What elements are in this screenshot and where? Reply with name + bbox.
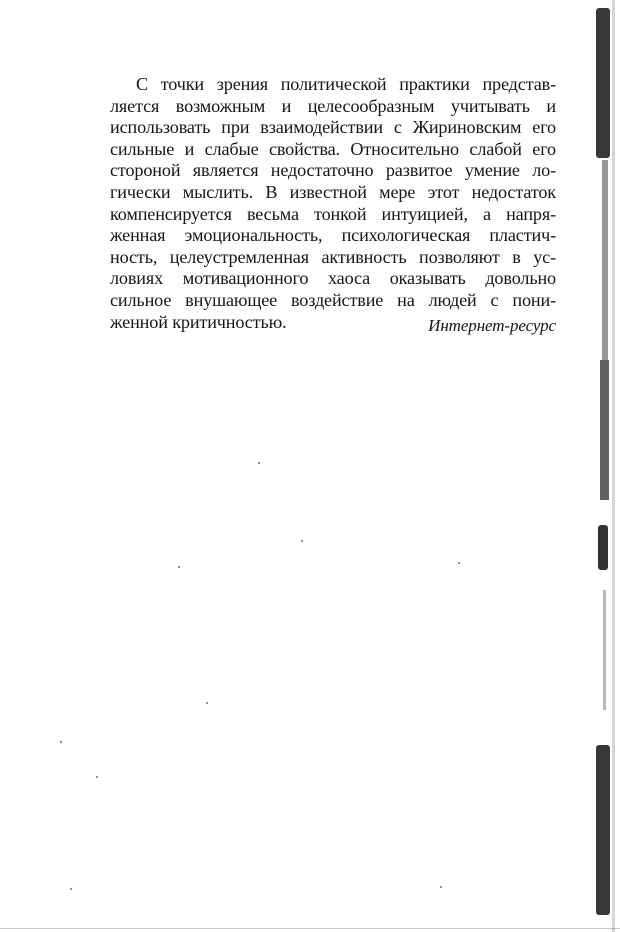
- paragraph-line-6: гически мыслить. В известной мере этот недостаток: [110, 181, 556, 202]
- scan-edge-shadow: [600, 360, 609, 500]
- paragraph-line-1: С точки зрения политической практики представ-: [136, 74, 556, 94]
- scan-edge-shadow: [596, 8, 610, 158]
- scan-speck: [96, 776, 98, 778]
- paragraph-line-11: сильное внушающее воздействие на людей с пони-: [110, 289, 556, 310]
- paragraph-line-3: использовать при взаимодействии с Жириновским его: [110, 117, 556, 138]
- scan-edge-shadow: [596, 745, 610, 915]
- scan-edge-shadow: [602, 160, 608, 360]
- scan-bottom-line: [0, 928, 620, 929]
- scan-edge-shadow: [598, 525, 608, 570]
- scan-speck: [258, 462, 260, 464]
- scan-speck: [60, 741, 62, 743]
- scan-edge-line: [612, 0, 615, 932]
- scan-speck: [206, 702, 208, 704]
- scan-speck: [458, 562, 460, 564]
- source-attribution: Интернет-ресурс: [428, 316, 556, 335]
- paragraph-line-5: стороной является недостаточно развитое умение ло-: [110, 160, 556, 181]
- paragraph-line-7: компенсируется весьма тонкой интуицией, а напря-: [110, 203, 556, 224]
- scan-speck: [178, 566, 180, 568]
- paragraph-line-8: женная эмоциональность, психологическая пластич-: [110, 225, 556, 246]
- paragraph-line-2: ляется возможным и целесообразным учитывать и: [110, 95, 556, 116]
- paragraph-line-4: сильные и слабые свойства. Относительно слабой его: [110, 138, 556, 159]
- paragraph-line-10: ловиях мотивационного хаоса оказывать довольно: [110, 268, 556, 289]
- paragraph-line-12: женной критичностью.: [110, 311, 287, 332]
- paragraph-line-9: ность, целеустремленная активность позволяют в ус-: [110, 246, 556, 267]
- scan-speck: [301, 540, 303, 542]
- scan-speck: [440, 886, 442, 888]
- scan-edge-shadow: [603, 590, 606, 710]
- quote-paragraph: [110, 74, 556, 333]
- scan-speck: [70, 888, 72, 890]
